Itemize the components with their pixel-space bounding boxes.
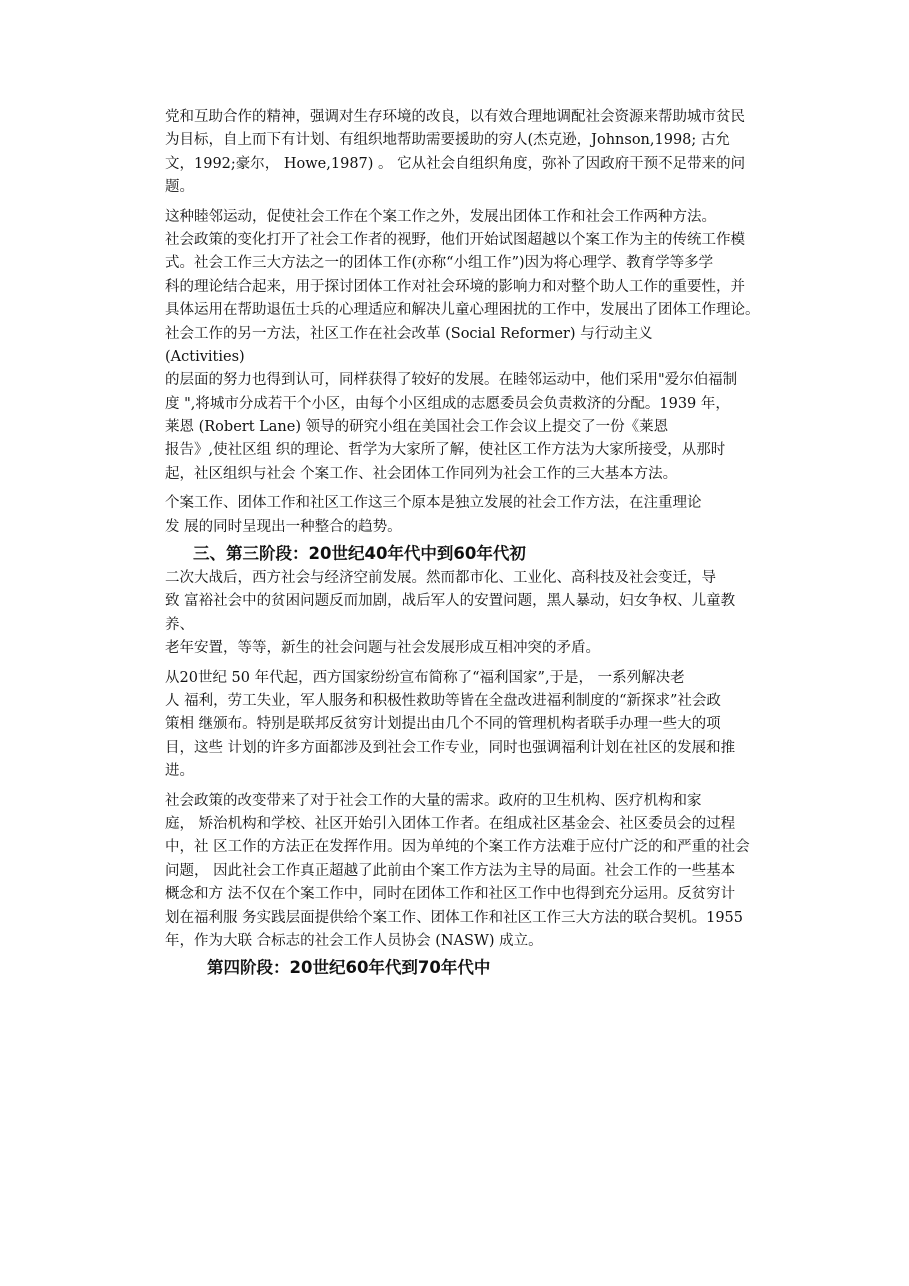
text-line: 度 ",将城市分成若干个小区，由每个小区组成的志愿委员会负责救济的分配。1939 年， [165,395,730,412]
text-line: 起，社区组织与社会 个案工作、社会团体工作同列为社会工作的三大基本方法。 [165,465,678,482]
text-line: 社会政策的改变带来了对于社会工作的大量的需求。政府的卫生机构、医疗机构和家 [165,792,702,809]
text-line: 目，这些 计划的许多方面都涉及到社会工作专业，同时也强调福利计划在社区的发展和推 [165,739,736,756]
paragraph-group-work [165,206,815,487]
text-line: 社会工作的另一方法，社区工作在社会改革 (Social Reformer) 与行动主义 [165,325,653,342]
text-line: 式。社会工作三大方法之一的团体工作(亦称“小组工作”)因为将心理学、教育学等多学 [165,255,714,272]
text-line: 中，社 区工作的方法正在发挥作用。因为单纯的个案工作方法难于应付广泛的和严重的社会 [165,839,750,856]
text-line: 个案工作、团体工作和社区工作这三个原本是独立发展的社会工作方法，在注重理论 [165,495,702,512]
text-line: 策相 继颁布。特别是联邦反贫穷计划提出由几个不同的管理机构者联手办理一些大的项 [165,716,721,733]
text-line: 为目标，自上而下有计划、有组织地帮助需要援助的穷人(杰克逊，Johnson,1998; 古允 [165,132,730,149]
text-line: 进。 [165,763,194,780]
text-line: 的层面的努力也得到认可，同样获得了较好的发展。在睦邻运动中，他们采用"爱尔伯福制 [165,372,738,389]
text-line: 题。 [165,179,194,196]
paragraph-postwar [165,567,815,661]
section-heading-stage-4: 第四阶段：20世纪60年代到70年代中 [207,958,491,978]
text-line: 从20世纪 50 年代起，西方国家纷纷宣布简称了“福利国家”,于是， 一系列解决老 [165,669,685,686]
text-line: 莱恩 (Robert Lane) 领导的研究小组在美国社会工作会议上提交了一份《莱恩 [165,419,669,436]
section-heading-stage-3: 三、第三阶段：20世纪40年代中到60年代初 [193,544,526,564]
text-line: 养、 [165,616,194,633]
text-line: 文，1992;豪尔， Howe,1987) 。 它从社会自组织角度，弥补了因政府干预不足带来的问 [165,155,746,172]
text-line: 问题， 因此社会工作真正超越了此前由个案工作方法为主导的局面。社会工作的一些基本 [165,862,736,879]
text-line: 科的理论结合起来，用于探讨团体工作对社会环境的影响力和对整个助人工作的重要性，并 [165,278,745,295]
text-line: 党和互助合作的精神，强调对生存环境的改良，以有效合理地调配社会资源来帮助城市贫民 [165,109,745,125]
text-line: 社会政策的变化打开了社会工作者的视野，他们开始试图超越以个案工作为主的传统工作模 [165,231,745,248]
text-line: 老年安置，等等，新生的社会问题与社会发展形成互相冲突的矛盾。 [165,640,600,657]
document-body [165,106,815,981]
text-line: 二次大战后，西方社会与经济空前发展。然而都市化、工业化、高科技及社会变迁，导 [165,570,716,587]
text-line: 人 福利，劳工失业，军人服务和积极性救助等皆在全盘改进福利制度的“新探求”社会政 [165,692,721,709]
paragraph-settlement-movement [165,106,815,200]
text-line: 划在福利服 务实践层面提供给个案工作、团体工作和社区工作三大方法的联合契机。1955 [165,909,744,926]
text-line: 概念和方 法不仅在个案工作中，同时在团体工作和社区工作中也得到充分运用。反贫穷计 [165,886,736,903]
text-line: 致 富裕社会中的贫困问题反而加剧，战后军人的安置问题，黑人暴动，妇女争权、儿童教 [165,593,736,610]
text-line: 发 展的同时呈现出一种整合的趋势。 [165,518,402,535]
text-line: 庭， 矫治机构和学校、社区开始引入团体工作者。在组成社区基金会、社区委员会的过程 [165,815,736,832]
text-line: (Activities) [165,348,245,365]
paragraph-integration [165,492,815,539]
text-line: 年，作为大联 合标志的社会工作人员协会 (NASW) 成立。 [165,932,543,949]
paragraph-welfare-state [165,667,815,784]
text-line: 具体运用在帮助退伍士兵的心理适应和解决儿童心理困扰的工作中，发展出了团体工作理论。 [165,302,760,319]
text-line: 这种睦邻运动，促使社会工作在个案工作之外，发展出团体工作和社会工作两种方法。 [165,208,716,225]
text-line: 报告》,使社区组 织的理论、哲学为大家所了解，使社区工作方法为大家所接受，从那时 [165,442,726,459]
paragraph-policy-demand [165,790,815,954]
